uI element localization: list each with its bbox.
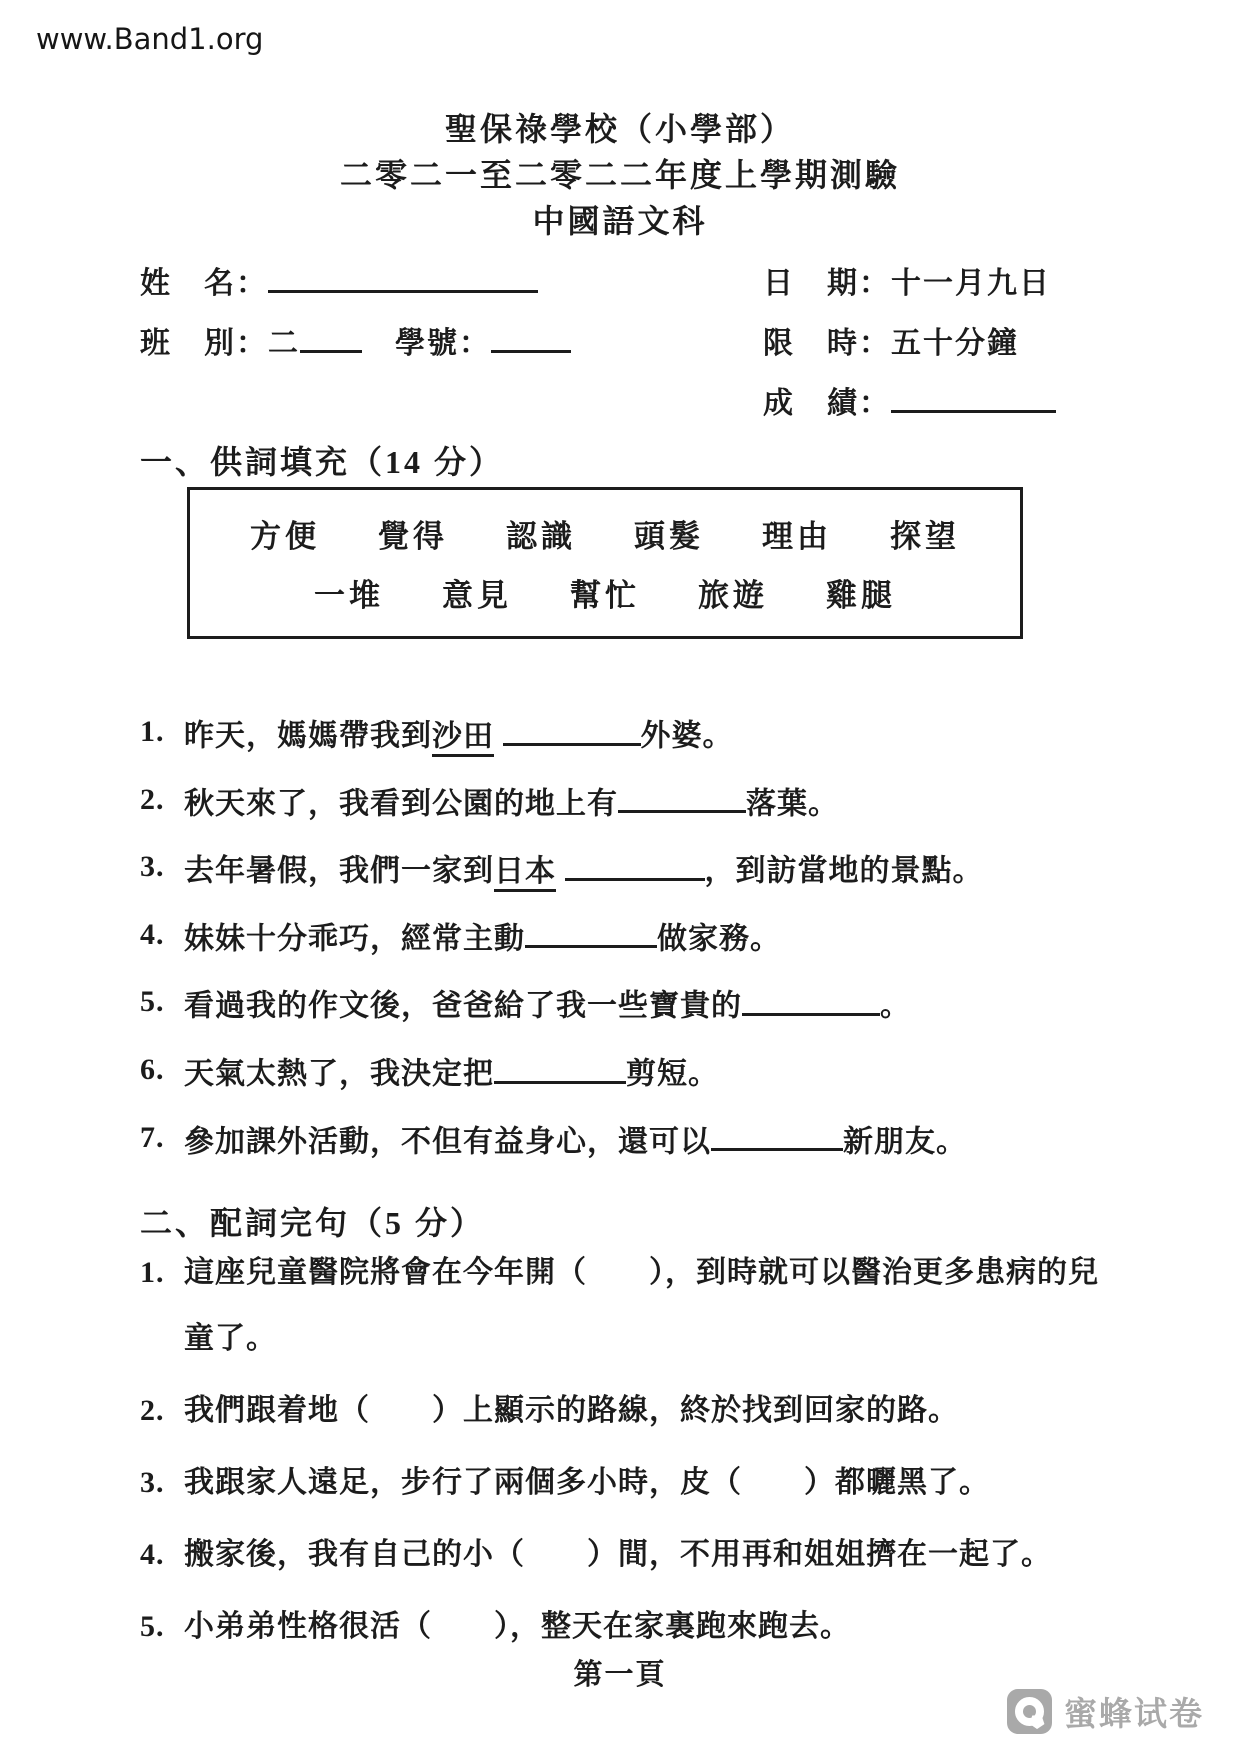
question-item: [140, 1522, 1110, 1588]
score-write-line: [891, 380, 1056, 413]
word-bank-word: 理由: [762, 519, 832, 554]
question-item: [140, 982, 1105, 1027]
date-row: [763, 258, 1056, 318]
section2-heading: 二、配詞完句（5 分）: [140, 1205, 486, 1241]
section1-heading: 一、供詞填充（14 分）: [140, 444, 505, 480]
question-text: 我跟家人遠足，步行了兩個多小時，皮（ ）都曬黑了。: [184, 1466, 990, 1499]
question-item: [140, 712, 1105, 757]
question-number: 4.: [140, 1538, 165, 1571]
score-label: 成 績：: [763, 387, 891, 420]
term-title: 二零二一至二零二二年度上學期測驗: [339, 157, 900, 193]
page-number: 第一頁: [573, 1659, 667, 1691]
school-title: 聖保祿學校（小學部）: [444, 111, 795, 147]
brand-name: 蜜蜂试卷: [1064, 1694, 1204, 1733]
word-bank-word: 雞腿: [826, 578, 896, 613]
question-number: 3.: [140, 850, 165, 884]
question-number: 3.: [140, 1466, 165, 1499]
question-text: 這座兒童醫院將會在今年開（ ），到時就可以醫治更多患病的兒童了。: [184, 1256, 1099, 1355]
question-item: [140, 1118, 1105, 1163]
question-item: [140, 1378, 1110, 1444]
question-item: [140, 780, 1105, 825]
date-label: 日 期：: [763, 267, 891, 300]
question-text: 去年暑假，我們一家到日本 ，到訪當地的景點。: [184, 847, 1105, 892]
word-bank-word: 意見: [442, 578, 512, 613]
question-item: [140, 1594, 1110, 1660]
word-bank-word: 旅遊: [698, 578, 768, 613]
question-number: 7.: [140, 1120, 165, 1154]
answer-blank-line: [742, 982, 880, 1016]
student-no-label: 學號：: [395, 327, 491, 360]
answer-blank-line: [503, 712, 641, 746]
question-text: 昨天，媽媽帶我到沙田 外婆。: [184, 712, 1105, 757]
word-bank-word: 覺得: [378, 519, 448, 554]
answer-blank-line: [711, 1118, 843, 1152]
class-value: 二: [268, 327, 300, 360]
student-no-write-line: [491, 320, 571, 353]
question-text: 天氣太熱了，我決定把 剪短。: [184, 1050, 1105, 1095]
question-number: 5.: [140, 1610, 165, 1643]
subject-title: 中國語文科: [532, 203, 708, 239]
question-number: 2.: [140, 782, 165, 816]
answer-blank-line: [494, 1050, 626, 1084]
question-number: 6.: [140, 1052, 165, 1086]
title-block: [0, 106, 1240, 244]
word-bank-box: [187, 487, 1023, 639]
time-value: 五十分鐘: [891, 327, 1019, 360]
date-value: 十一月九日: [891, 267, 1051, 300]
question-number: 1.: [140, 715, 165, 748]
question-text: 妹妹十分乖巧，經常主動 做家務。: [184, 915, 1105, 960]
section1-questions: [140, 712, 1105, 1185]
name-write-line: [268, 260, 538, 293]
question-text: 搬家後，我有自己的小（ ）間，不用再和姐姐擠在一起了。: [184, 1538, 1052, 1571]
question-item: [140, 847, 1105, 892]
word-bank-word: 一堆: [314, 578, 384, 613]
question-item: [140, 915, 1105, 960]
class-row: [140, 318, 571, 378]
answer-blank-line: [525, 915, 657, 949]
word-bank-row: [190, 511, 1020, 556]
class-label: 班 別：: [140, 327, 268, 360]
word-bank-word: 幫忙: [570, 578, 640, 613]
question-text: 看過我的作文後，爸爸給了我一些寶貴的 。: [184, 982, 1105, 1027]
question-text: 我們跟着地（ ）上顯示的路線，終於找到回家的路。: [184, 1394, 959, 1427]
student-info-left: [140, 258, 571, 378]
word-bank-word: 方便: [250, 519, 320, 554]
word-bank-word: 探望: [890, 519, 960, 554]
question-number: 1.: [140, 1256, 165, 1289]
section2-questions: [140, 1240, 1110, 1666]
question-text: 秋天來了，我看到公園的地上有 落葉。: [184, 780, 1105, 825]
question-item: [140, 1050, 1105, 1095]
watermark-url: www.Band1.org: [36, 22, 264, 56]
answer-blank-line: [618, 780, 746, 814]
word-bank-row: [190, 570, 1020, 615]
name-label: 姓 名：: [140, 267, 268, 300]
word-bank-word: 頭髮: [634, 519, 704, 554]
underlined-word: 日本: [494, 855, 556, 892]
question-number: 5.: [140, 985, 165, 1019]
exam-info-right: [763, 258, 1056, 438]
score-row: [763, 378, 1056, 438]
bee-q-logo-icon: [1007, 1689, 1052, 1734]
word-bank-word: 認識: [506, 519, 576, 554]
question-number: 4.: [140, 917, 165, 951]
question-text: 小弟弟性格很活（ ），整天在家裏跑來跑去。: [184, 1610, 851, 1643]
time-label: 限 時：: [763, 327, 891, 360]
question-item: [140, 1450, 1110, 1516]
answer-blank-line: [565, 847, 705, 881]
question-item: [140, 1240, 1110, 1372]
underlined-word: 沙田: [432, 720, 494, 757]
question-number: 2.: [140, 1394, 165, 1427]
brand-logo: [1007, 1688, 1204, 1735]
class-write-line: [300, 320, 362, 353]
time-row: [763, 318, 1056, 378]
question-text: 參加課外活動，不但有益身心，還可以 新朋友。: [184, 1118, 1105, 1163]
name-row: [140, 258, 571, 318]
